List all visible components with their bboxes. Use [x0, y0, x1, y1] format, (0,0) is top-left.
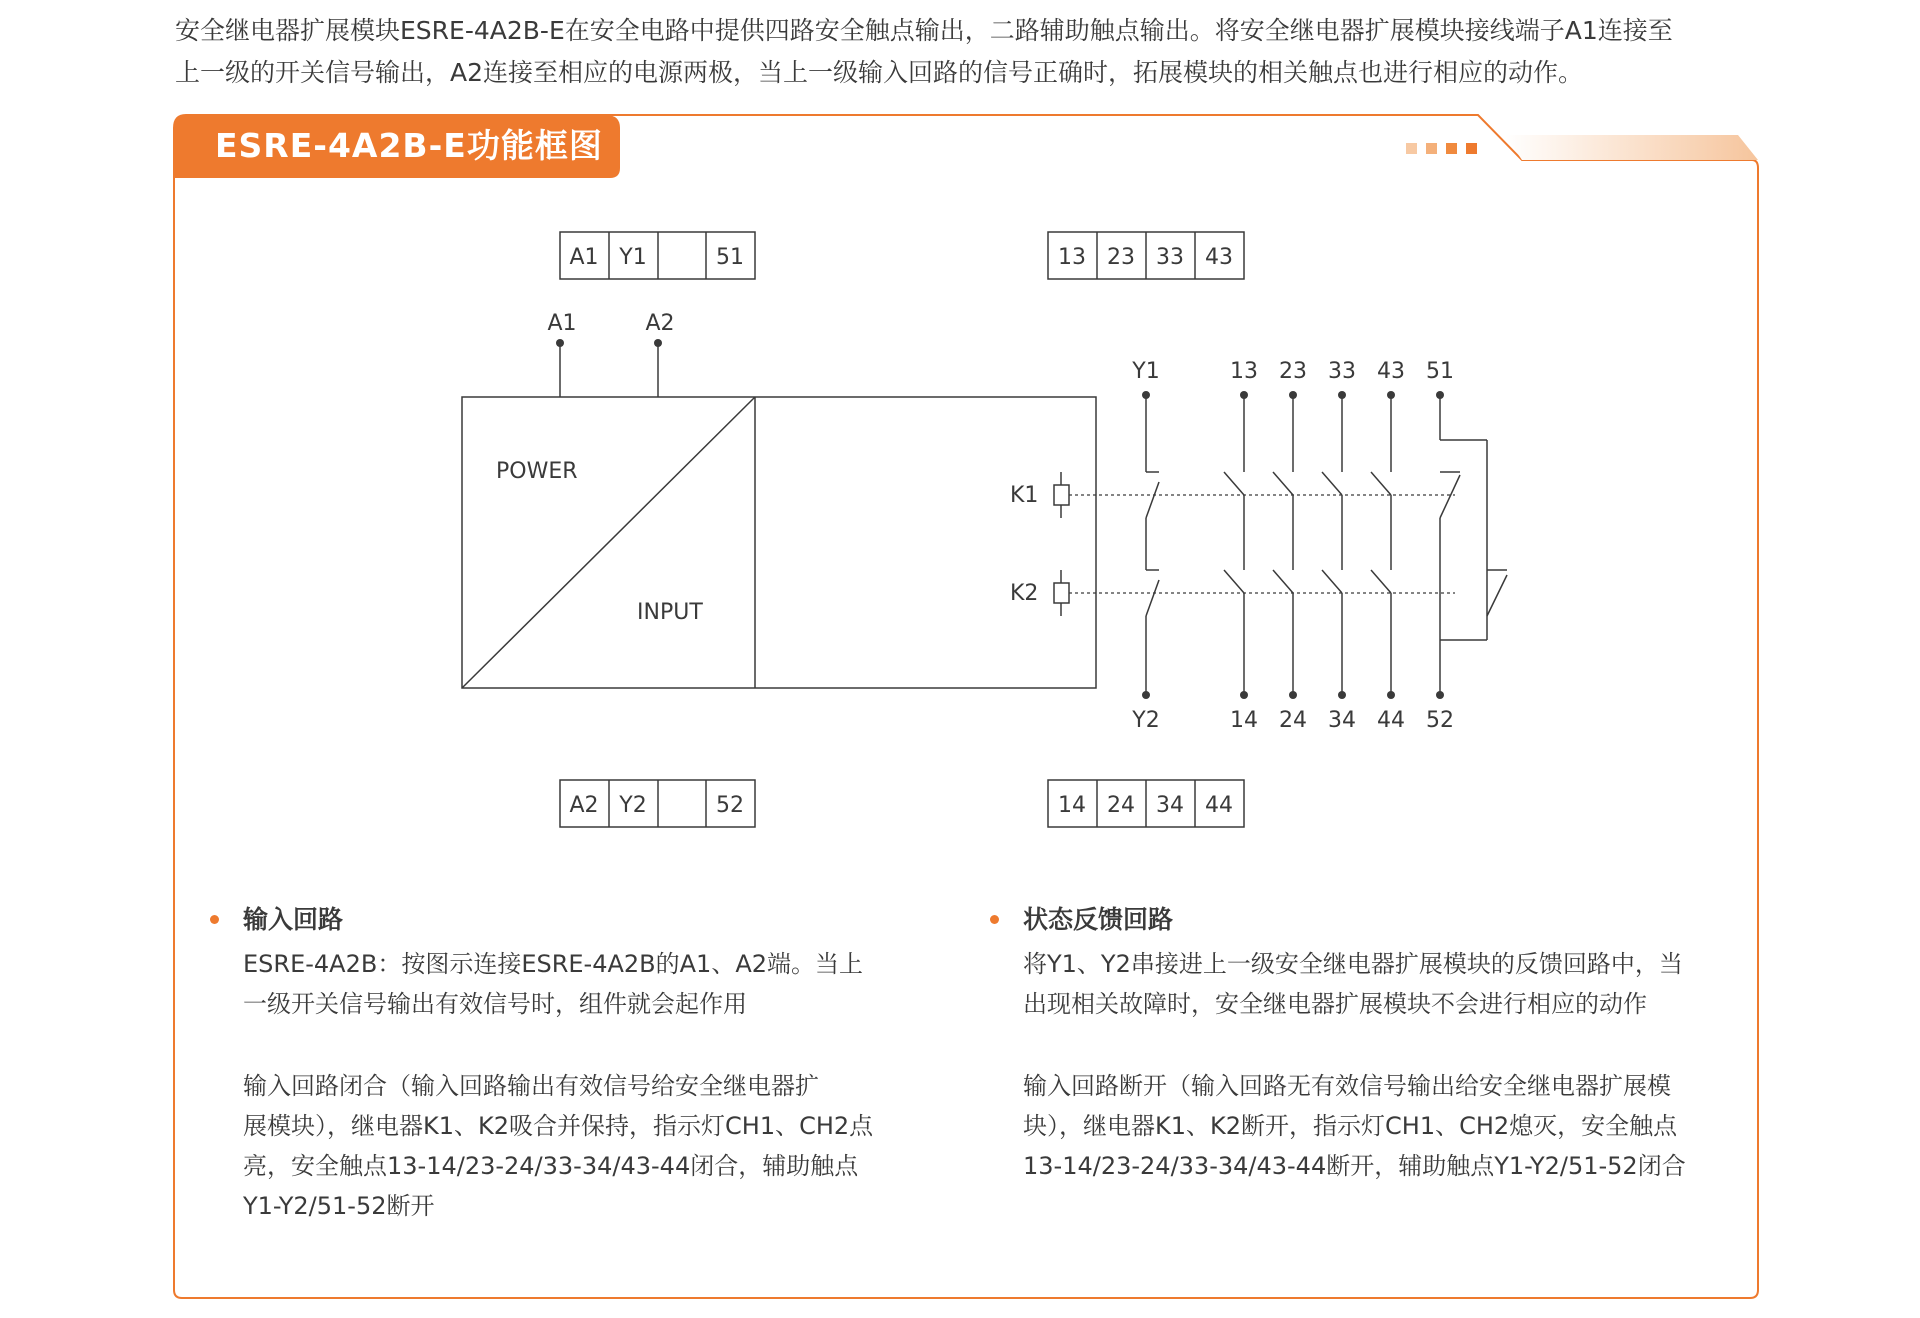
no-contact-k1-blade: [1224, 472, 1244, 495]
terminal-top-right-4: 43: [1205, 245, 1233, 270]
section-input-title: 输入回路: [243, 905, 344, 934]
terminal-dot: [1240, 391, 1248, 399]
no-contact-k2-blade: [1322, 570, 1342, 593]
para-line: Y1-Y2/51-52断开: [243, 1192, 435, 1220]
no-contact-k1-blade: [1273, 472, 1293, 495]
terminal-dot: [1240, 691, 1248, 699]
terminal-dot: [1289, 691, 1297, 699]
contacts-group: [1142, 391, 1507, 699]
contact-top-label-4: 33: [1328, 359, 1356, 384]
contact-top-label-1: Y1: [1132, 359, 1160, 384]
terminal-bottom-right-1: 14: [1058, 793, 1086, 818]
terminal-top-left-2: Y1: [619, 245, 647, 270]
terminal-dot: [1387, 691, 1395, 699]
terminal-bottom-right-4: 44: [1205, 793, 1233, 818]
section-input-circuit: [210, 900, 930, 1226]
para-line: 展模块），继电器K1、K2吸合并保持，指示灯CH1、CH2点: [243, 1112, 874, 1140]
terminal-dot: [1289, 391, 1297, 399]
panel-title: ESRE-4A2B-E功能框图: [215, 126, 603, 165]
contact-bottom-label-5: 44: [1377, 708, 1405, 733]
no-contact-k1-blade: [1322, 472, 1342, 495]
para-line: 输入回路断开（输入回路无有效信号输出给安全继电器扩展模: [1023, 1072, 1671, 1100]
terminal-dot: [1142, 691, 1150, 699]
relay-coil-k1: [1054, 485, 1069, 505]
para-line: 亮，安全触点13-14/23-24/33-34/43-44闭合，辅助触点: [243, 1152, 859, 1180]
contact-top-label-6: 51: [1426, 359, 1454, 384]
power-pin-a2-label: A2: [645, 311, 675, 336]
intro-line-2: 上一级的开关信号输出，A2连接至相应的电源两极，当上一级输入回路的信号正确时，拓展模块的相关触点也进行相应的动作。: [175, 58, 1584, 87]
terminal-bottom-right-2: 24: [1107, 793, 1135, 818]
power-input-divider: [462, 397, 755, 688]
relay-coil-k2: [1054, 583, 1069, 603]
para-line: 输入回路闭合（输入回路输出有效信号给安全继电器扩: [243, 1072, 819, 1100]
terminal-bottom-left-4: 52: [716, 793, 744, 818]
terminal-dot: [1387, 391, 1395, 399]
section-feedback-para-2: [990, 1066, 1760, 1186]
terminal-dot: [1142, 391, 1150, 399]
para-line: 块），继电器K1、K2断开，指示灯CH1、CH2熄灭，安全触点: [1023, 1112, 1678, 1140]
contact-bottom-label-4: 34: [1328, 708, 1356, 733]
nc-contact-k1-blade: [1146, 482, 1159, 518]
terminal-dot: [1436, 391, 1444, 399]
terminal-dot: [1338, 691, 1346, 699]
power-label: POWER: [496, 459, 578, 484]
no-contact-k2-blade: [1371, 570, 1391, 593]
contact-top-label-3: 23: [1279, 359, 1307, 384]
bullet-dot: [990, 915, 999, 924]
section-input-para-1: [210, 944, 930, 1024]
no-contact-k1-blade: [1371, 472, 1391, 495]
terminal-top-right-3: 33: [1156, 245, 1184, 270]
section-feedback-title: 状态反馈回路: [1023, 905, 1174, 934]
power-pin-a1-label: A1: [547, 311, 577, 336]
terminal-dot: [1436, 691, 1444, 699]
aux-nc-k1-blade: [1440, 475, 1460, 518]
section-feedback-para-1: [990, 944, 1760, 1024]
section-input-para-2: [210, 1066, 930, 1226]
contact-bottom-label-6: 52: [1426, 708, 1454, 733]
contact-top-label-5: 43: [1377, 359, 1405, 384]
contact-bottom-label-3: 24: [1279, 708, 1307, 733]
terminal-bottom-right-3: 34: [1156, 793, 1184, 818]
terminal-bottom-left-1: A2: [569, 793, 599, 818]
contact-bottom-label-2: 14: [1230, 708, 1258, 733]
terminal-top-left-1: A1: [569, 245, 599, 270]
terminal-top-right-2: 23: [1107, 245, 1135, 270]
terminal-top-right-1: 13: [1058, 245, 1086, 270]
input-label: INPUT: [637, 600, 703, 625]
contact-top-label-2: 13: [1230, 359, 1258, 384]
terminal-top-left-4: 51: [716, 245, 744, 270]
aux-nc-k2-blade: [1487, 575, 1507, 616]
para-line: 13-14/23-24/33-34/43-44断开，辅助触点Y1-Y2/51-52闭合: [1023, 1152, 1686, 1180]
terminal-dot: [1338, 391, 1346, 399]
para-line: 将Y1、Y2串接进上一级安全继电器扩展模块的反馈回路中，当: [1023, 950, 1683, 978]
para-line: ESRE-4A2B：按图示连接ESRE-4A2B的A1、A2端。当上: [243, 950, 864, 978]
no-contact-k2-blade: [1273, 570, 1293, 593]
terminal-bottom-left-2: Y2: [619, 793, 647, 818]
relay-label-k1: K1: [1010, 483, 1039, 508]
para-line: 出现相关故障时，安全继电器扩展模块不会进行相应的动作: [1023, 990, 1647, 1018]
contact-bottom-label-1: Y2: [1132, 708, 1160, 733]
no-contact-k2-blade: [1224, 570, 1244, 593]
nc-contact-k2-blade: [1146, 580, 1159, 616]
para-line: 一级开关信号输出有效信号时，组件就会起作用: [243, 990, 747, 1018]
section-feedback-circuit: [990, 900, 1760, 1186]
intro-line-1: 安全继电器扩展模块ESRE-4A2B-E在安全电路中提供四路安全触点输出，二路辅助触点输出。将安全继电器扩展模块接线端子A1连接至: [175, 16, 1673, 45]
bullet-dot: [210, 915, 219, 924]
relay-label-k2: K2: [1010, 581, 1039, 606]
module-box: [462, 397, 1096, 688]
